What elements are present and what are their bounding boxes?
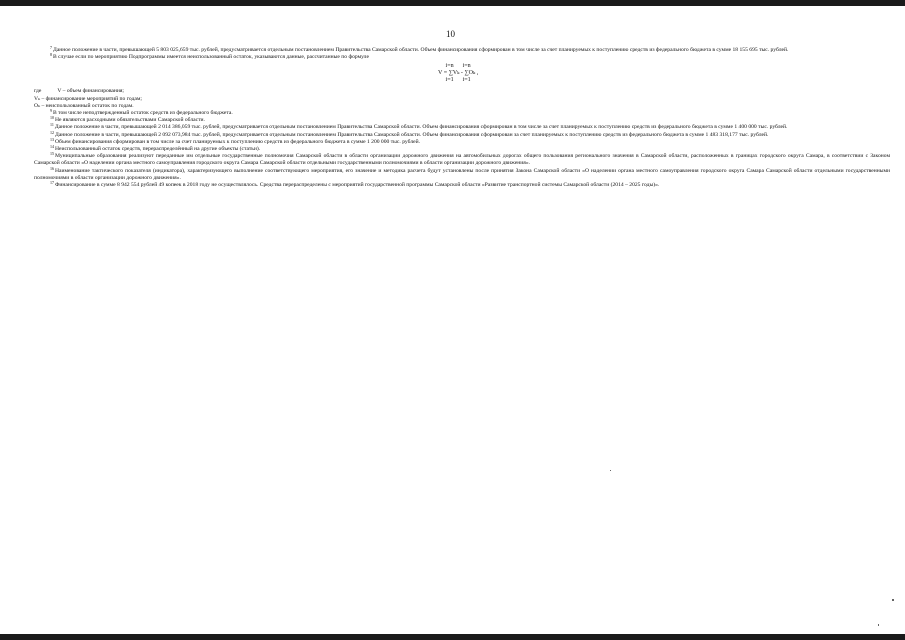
footnote-marker: 9: [50, 108, 52, 114]
footnote-marker: 14: [50, 144, 54, 150]
formula: [34, 63, 890, 87]
footnote-12: [34, 129, 890, 139]
where-label: где: [34, 88, 42, 95]
definition-ok: Oₖ – неиспользованный остаток по годам.: [34, 102, 134, 109]
footnote-text: Наименование тактического показателя (индикатора), характеризующего выполнение соответствующего мероприятия, его значение и методика расчета будут установлены после принятия Закона Самарской области «О наделении органа местного самоуправления городского округа Самара Самарской области отдельными государственными полномочиями в области организации дорожного движения».: [34, 167, 890, 181]
footnote-text: В случае если по мероприятию Подпрограммы имеется неиспользованный остаток, указываются данные, рассчитанные по формуле: [53, 54, 369, 61]
formula-lower-limits: i=1 i=1: [445, 77, 471, 84]
footnote-marker: 10: [50, 115, 54, 121]
formula-main: V = ∑Vₖ - ∑Oₖ ,: [438, 70, 479, 77]
page-number: 10: [446, 29, 455, 39]
scan-bottom-border: [0, 634, 905, 640]
footnote-8: [34, 54, 890, 61]
footnote-marker: 7: [50, 45, 52, 50]
footnote-marker: 17: [50, 180, 54, 186]
footnote-marker: 8: [50, 52, 52, 58]
footnote-15: [34, 153, 890, 167]
definition-v: V – объем финансирования;: [57, 88, 124, 95]
footnote-marker: 13: [50, 136, 54, 142]
footnote-marker: 12: [50, 129, 54, 135]
footnote-text: Данное положение в части, превышающей 5 803 025,659 тыс. рублей, предусматривается отдельным постановлением Правительства Самарской области. Объем финансирования сформирован в том числе за счет планируемых к поступлению средств из федерального бюджета в сумме 18 155 695 тыс. рублей.: [53, 47, 789, 53]
footnote-text: Объем финансирования сформирован в том числе за счет планируемых к поступлению средств из федерального бюджета в сумме 1 200 000 тыс. рублей.: [55, 138, 421, 145]
formula-definitions: [34, 88, 890, 110]
footnote-11: [34, 124, 890, 131]
footnote-text: Муниципальные образования реализуют переданные им отдельные государственные полномочия Самарской области в области организации дорожного движения на автомобильных дорогах общего пользования регионального значения в Самарской области, расположенных в границах городского округа Самара, в соответствии с Законом Самарской области «О наделении органа местного самоуправления городского округа Самара Самарской области отдельными государственными полномочиями в области организации дорожного движения».: [34, 153, 890, 167]
footnotes-block: [34, 47, 890, 189]
scan-top-border: [0, 0, 905, 6]
scan-speck: [892, 599, 894, 601]
footnote-text: Не являются расходными обязательствами Самарской области.: [55, 117, 205, 124]
footnote-marker: 11: [50, 122, 54, 128]
footnote-text: Неиспользованный остаток средств, перераспределённый на другие объекты (статьи).: [55, 146, 261, 153]
footnote-16: [34, 165, 890, 182]
definition-vk: Vₖ – финансирование мероприятий по годам;: [34, 95, 142, 102]
footnote-text: В том числе неподтвержденный остаток средств из федерального бюджета.: [53, 110, 233, 117]
formula-upper-limits: i=n i=n: [445, 63, 471, 70]
footnote-text: Финансирование в сумме 8 942 554 рублей 49 копеек в 2018 году не осуществлялось. Средства перераспределены с мероприятий государственной программы Самарской области «Развитие транспортной системы Самарской области (2014 – 2025 годы)».: [55, 182, 660, 189]
footnote-17: [34, 182, 890, 189]
footnote-13: [34, 136, 890, 146]
scan-speck: [610, 470, 611, 471]
scan-speck: [878, 624, 879, 626]
footnote-text: Данное положение в части, превышающей 2 092 073,984 тыс. рублей, предусматривается отдельным постановлением Правительства Самарской области. Объем финансирования сформирован за счет планируемых к поступлению средств из федерального бюджета в сумме 1 483 318,177 тыс. рублей.: [55, 131, 769, 138]
footnote-marker: 16: [50, 165, 54, 171]
footnote-text: Данное положение в части, превышающей 2 014 386,059 тыс. рублей, предусматривается отдельным постановлением Правительства Самарской области. Объем финансирования сформирован в том числе за счет планируемых к поступлению средств из федерального бюджета в сумме 1 400 000 тыс. рублей.: [54, 124, 788, 131]
footnote-marker: 15: [50, 151, 54, 157]
